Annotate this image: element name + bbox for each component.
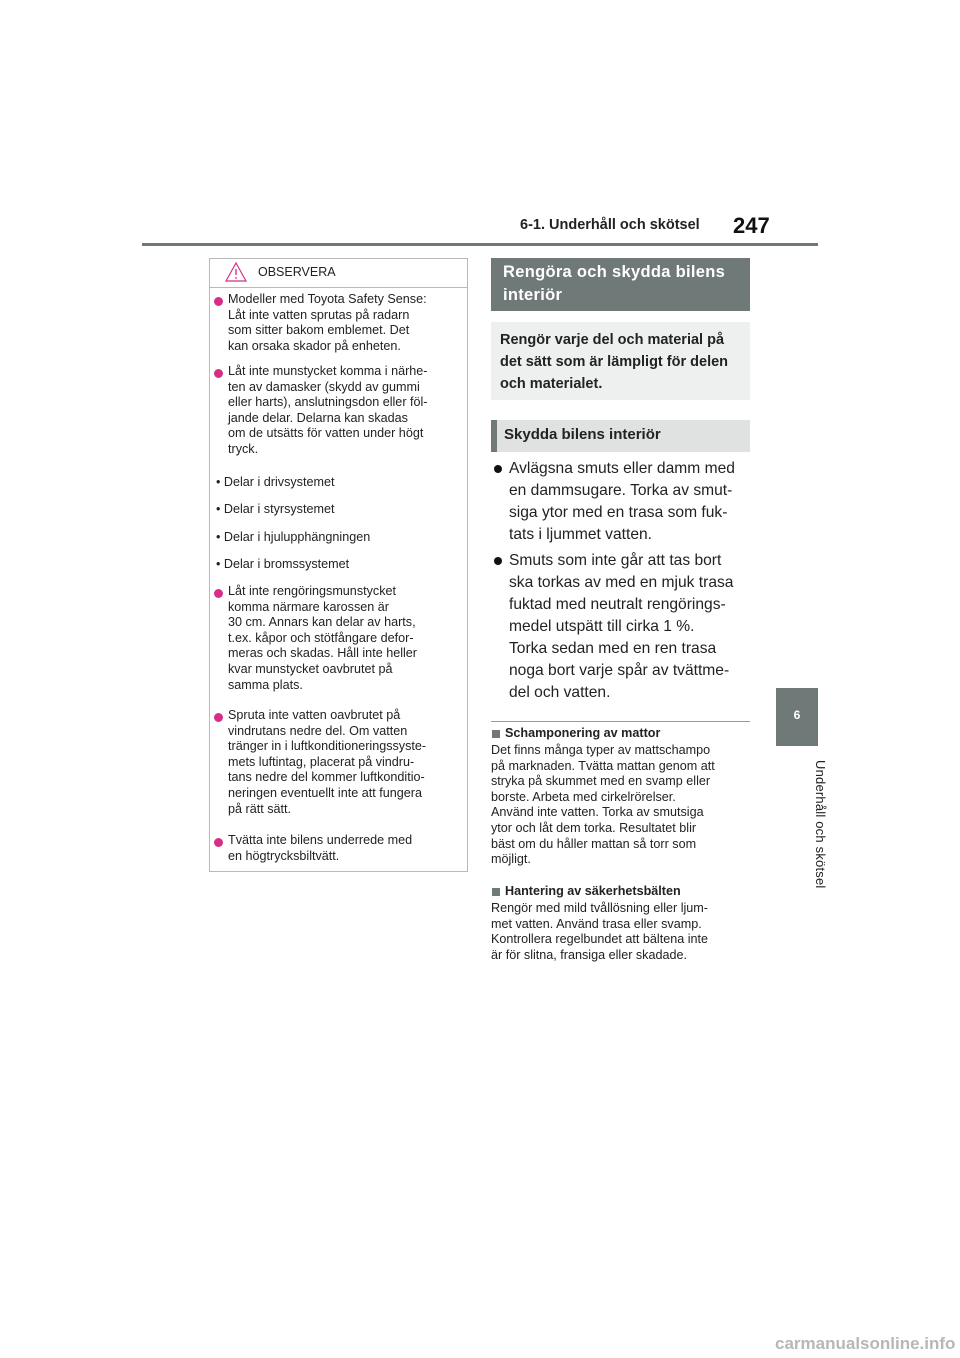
caution-item: Spruta inte vatten oavbrutet på vindrutans nedre del. Om vatten tränger in i luftkonditioneringssyste- mets luftintag, placerat på vindru- tans nedre del kommer luftkonditio- neringen eventuellt inte att fungera på rätt sätt. xyxy=(228,708,427,816)
caution-bullet-icon xyxy=(214,589,223,598)
note-text: Rengör med mild tvållösning eller ljum- met vatten. Använd trasa eller svamp. Kontrollera regelbundet att bältena inte är för slitna, fransiga eller skadade. xyxy=(491,901,709,962)
caution-sub-item: • Delar i drivsystemet xyxy=(216,475,335,489)
square-bullet-icon xyxy=(492,888,500,896)
warning-triangle-icon xyxy=(225,262,247,282)
caution-item: Tvätta inte bilens underrede med en högtrycksbiltvätt. xyxy=(228,833,413,863)
note-text: Det finns många typer av mattschampo på marknaden. Tvätta mattan genom att stryka på skummet med en svamp eller borste. Arbeta med cirkelrörelser. Använd inte vatten. Torka av smutsiga ytor och låt dem torka. Resultatet blir bäst om du håller mattan så torr som möjligt. xyxy=(491,743,715,867)
caution-bullet-icon xyxy=(214,838,223,847)
bullet-icon xyxy=(494,465,502,473)
caution-item: Låt inte rengöringsmunstycket komma närmare karossen är 30 cm. Annars kan delar av harts, t.ex. kåpor och stötfångare defor- meras och skadas. Håll inte heller kvar munstycket oavbrutet på samma plats. xyxy=(228,584,417,692)
caution-sub-item: • Delar i styrsystemet xyxy=(216,502,335,516)
main-bullet: Smuts som inte går att tas bort ska torkas av med en mjuk trasa fuktad med neutralt rengörings- medel utspätt till cirka 1 %. Torka sedan med en ren trasa noga bort varje spår av tvättme- del och vatten. xyxy=(509,552,734,701)
caution-bullet-icon xyxy=(214,369,223,378)
caution-item: Modeller med Toyota Safety Sense: Låt inte vatten sprutas på radarn som sitter bakom emblemet. Det kan orsaka skador på enheten. xyxy=(228,292,427,353)
bullet-icon xyxy=(494,557,502,565)
caution-title: OBSERVERA xyxy=(258,265,336,279)
caution-item: Låt inte munstycket komma i närhe- ten av damasker (skydd av gummi eller harts), anslutningsdon eller föl- jande delar. Delarna kan skadas om de utsätts för vatten under högt tryck. xyxy=(228,364,428,456)
section-heading: Rengöra och skydda bilens interiör xyxy=(503,263,726,304)
square-bullet-icon xyxy=(492,730,500,738)
watermark: carmanualsonline.info xyxy=(775,1334,956,1353)
caution-bullet-icon xyxy=(214,297,223,306)
intro-text: Rengör varje del och material på det sätt som är lämpligt för delen och materialet. xyxy=(500,332,729,392)
caution-header xyxy=(209,258,468,288)
caution-sub-item: • Delar i bromssystemet xyxy=(216,557,350,571)
chapter-label: Underhåll och skötsel xyxy=(813,760,828,889)
header-rule xyxy=(142,243,818,246)
note-title: Hantering av säkerhetsbälten xyxy=(505,884,681,898)
page-number: 247 xyxy=(733,213,770,238)
caution-sub-item: • Delar i hjulupphängningen xyxy=(216,530,371,544)
divider xyxy=(491,721,750,722)
section-title: 6-1. Underhåll och skötsel xyxy=(520,217,700,233)
subheading-accent xyxy=(491,420,497,452)
subheading: Skydda bilens interiör xyxy=(504,426,661,443)
note-title: Schamponering av mattor xyxy=(505,726,661,740)
chapter-number: 6 xyxy=(793,708,801,722)
main-bullet: Avlägsna smuts eller damm med en dammsugare. Torka av smut- siga ytor med en trasa som fuk- tats i ljummet vatten. xyxy=(509,460,735,543)
caution-bullet-icon xyxy=(214,713,223,722)
